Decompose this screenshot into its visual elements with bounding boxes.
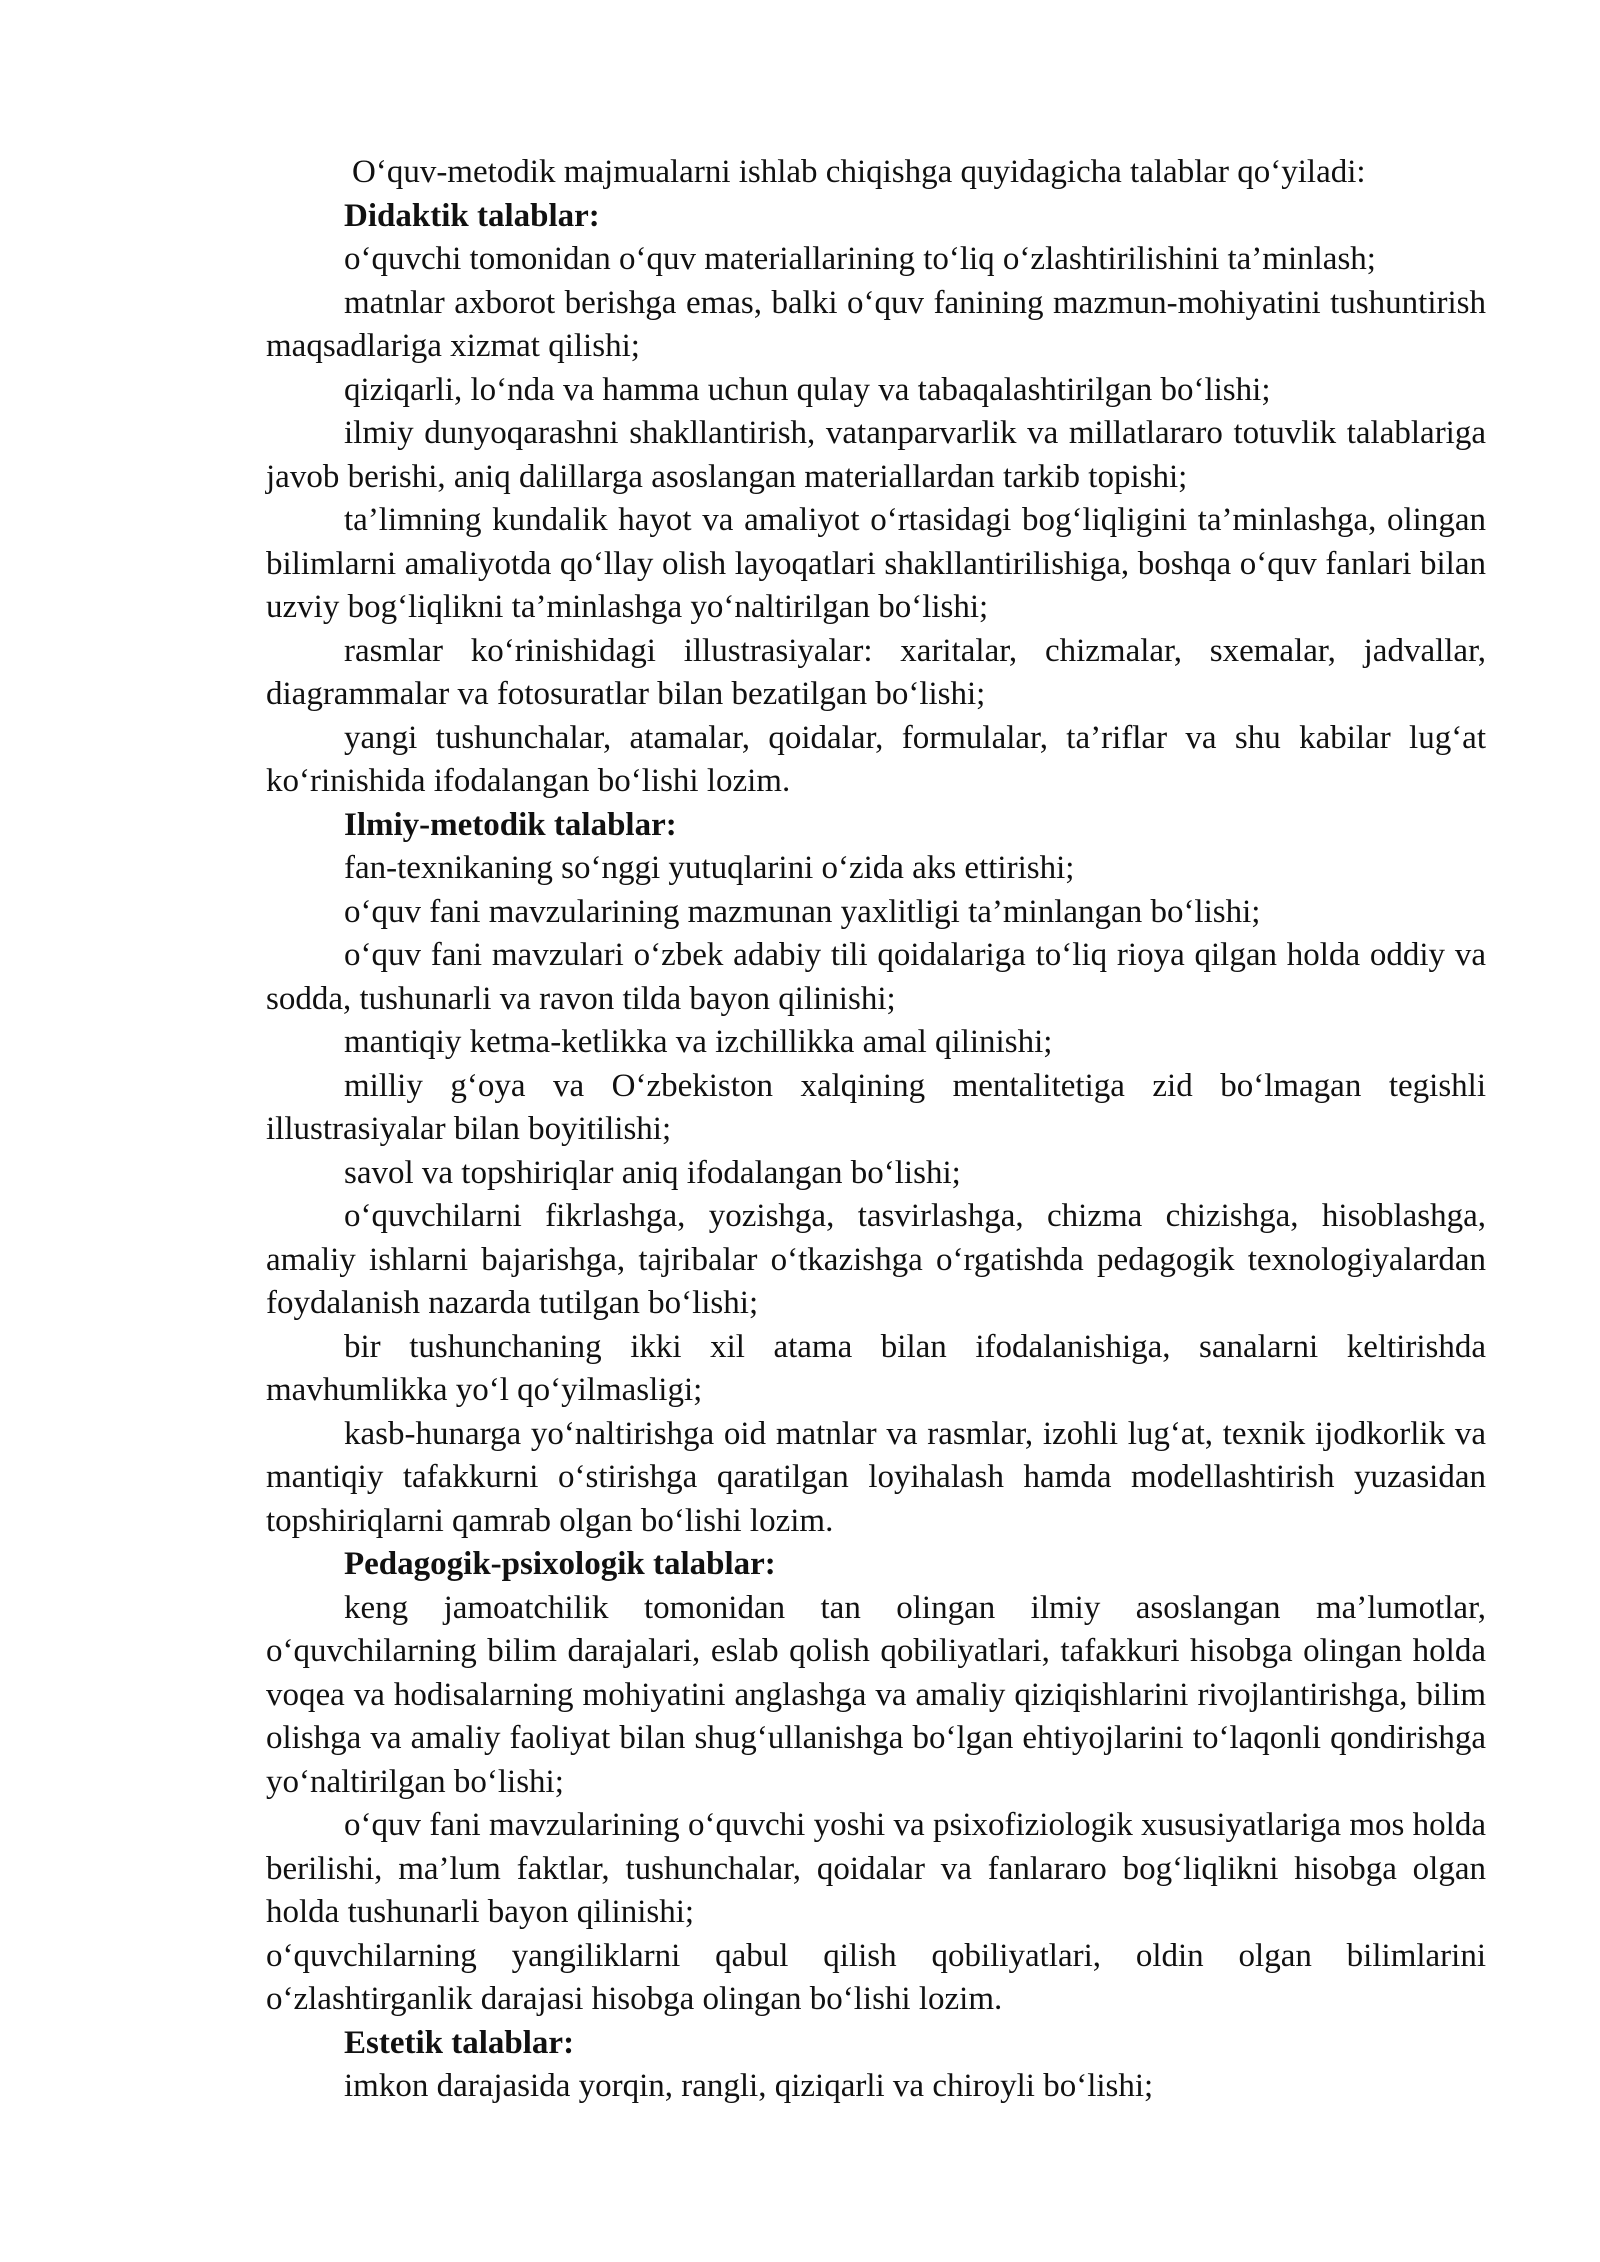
body-paragraph: rasmlar ko‘rinishidagi illustrasiyalar: xaritalar, chizmalar, sxemalar, jadvallar, diagrammalar va fotosuratlar bilan bezatilgan bo‘lishi; (266, 632, 1486, 712)
body-paragraph: o‘quv fani mavzulari o‘zbek adabiy tili qoidalariga to‘liq rioya qilgan holda oddiy va sodda, tushunarli va ravon tilda bayon qilinishi; (266, 937, 1486, 1017)
body-paragraph: mantiqiy ketma-ketlikka va izchillikka amal qilinishi; (344, 1024, 1053, 1060)
body-paragraph: matnlar axborot berishga emas, balki o‘quv fanining mazmun-mohiyatini tushuntirish maqsadlariga xizmat qilishi; (266, 284, 1486, 364)
section-heading: Ilmiy-metodik talablar: (344, 806, 677, 843)
body-paragraph: o‘quvchilarning yangiliklarni qabul qilish qobiliyatlari, oldin olgan bilimlarini o‘zlashtirganlik darajasi hisobga olingan bo‘lishi lozim. (266, 1937, 1486, 2017)
section-heading: Pedagogik-psixologik talablar: (344, 1546, 776, 1582)
body-paragraph: O‘quv-metodik majmualarni ishlab chiqishga quyidagicha talablar qo‘yiladi: (352, 154, 1366, 190)
body-paragraph: savol va topshiriqlar aniq ifodalangan bo‘lishi; (344, 1154, 961, 1191)
body-paragraph: yangi tushunchalar, atamalar, qoidalar, formulalar, ta’riflar va shu kabilar lug‘at ko‘rinishida ifodalangan bo‘lishi lozim. (266, 719, 1486, 799)
document-page (266, 151, 1486, 2109)
body-paragraph: ta’limning kundalik hayot va amaliyot o‘rtasidagi bog‘liqligini ta’minlashga, olingan bilimlarni amaliyotda qo‘llay olish layoqatlari shakllantirilishiga, boshqa o‘quv fanlari bilan uzviy bog‘liqlikni ta’minlashga yo‘naltirilgan bo‘lishi; (266, 502, 1486, 625)
body-paragraph: o‘quv fani mavzularining o‘quvchi yoshi va psixofiziologik xususiyatlariga mos holda berilishi, ma’lum faktlar, tushunchalar, qoidalar va fanlararo bog‘liqlikni hisobga olgan holda tushunarli bayon qilinishi; (266, 1807, 1486, 1930)
body-paragraph: ilmiy dunyoqarashni shakllantirish, vatanparvarlik va millatlararo totuvlik talablariga javob berishi, aniq dalillarga asoslangan materiallardan tarkib topishi; (266, 415, 1486, 495)
body-paragraph: qiziqarli, lo‘nda va hamma uchun qulay va tabaqalashtirilgan bo‘lishi; (344, 371, 1271, 408)
body-paragraph: keng jamoatchilik tomonidan tan olingan ilmiy asoslangan ma’lumotlar, o‘quvchilarning bilim darajalari, eslab qolish qobiliyatlari, tafakkuri hisobga olingan holda voqea va hodisalarning mohiyatini anglashga va amaliy qiziqishlarini rivojlantirishga, bilim olishga va amaliy faoliyat bilan shug‘ullanishga bo‘lgan ehtiyojlarini to‘laqonli qondirishga yo‘naltirilgan bo‘lishi; (266, 1589, 1486, 1800)
body-paragraph: o‘quvchi tomonidan o‘quv materiallarining to‘liq o‘zlashtirilishini ta’minlash; (344, 241, 1376, 277)
body-paragraph: milliy g‘oya va O‘zbekiston xalqining mentalitetiga zid bo‘lmagan tegishli illustrasiyalar bilan boyitilishi; (266, 1067, 1486, 1147)
body-paragraph: imkon darajasida yorqin, rangli, qiziqarli va chiroyli bo‘lishi; (344, 2068, 1154, 2104)
body-paragraph: bir tushunchaning ikki xil atama bilan ifodalanishiga, sanalarni keltirishda mavhumlikka yo‘l qo‘yilmasligi; (266, 1328, 1486, 1408)
body-paragraph: kasb-hunarga yo‘naltirishga oid matnlar va rasmlar, izohli lug‘at, texnik ijodkorlik va mantiqiy tafakkurni o‘stirishga qaratilgan loyihalash hamda modellashtirish yuzasidan topshiriqlarni qamrab olgan bo‘lishi lozim. (266, 1415, 1486, 1539)
section-heading: Didaktik talablar: (344, 197, 600, 234)
body-paragraph: o‘quvchilarni fikrlashga, yozishga, tasvirlashga, chizma chizishga, hisoblashga, amaliy ishlarni bajarishga, tajribalar o‘tkazishga o‘rgatishda pedagogik texnologiyalardan foydalanish nazarda tutilgan bo‘lishi; (266, 1198, 1486, 1321)
body-paragraph: fan-texnikaning so‘nggi yutuqlarini o‘zida aks ettirishi; (344, 850, 1075, 886)
body-paragraph: o‘quv fani mavzularining mazmunan yaxlitligi ta’minlangan bo‘lishi; (344, 893, 1261, 930)
section-heading: Estetik talablar: (344, 2024, 575, 2061)
